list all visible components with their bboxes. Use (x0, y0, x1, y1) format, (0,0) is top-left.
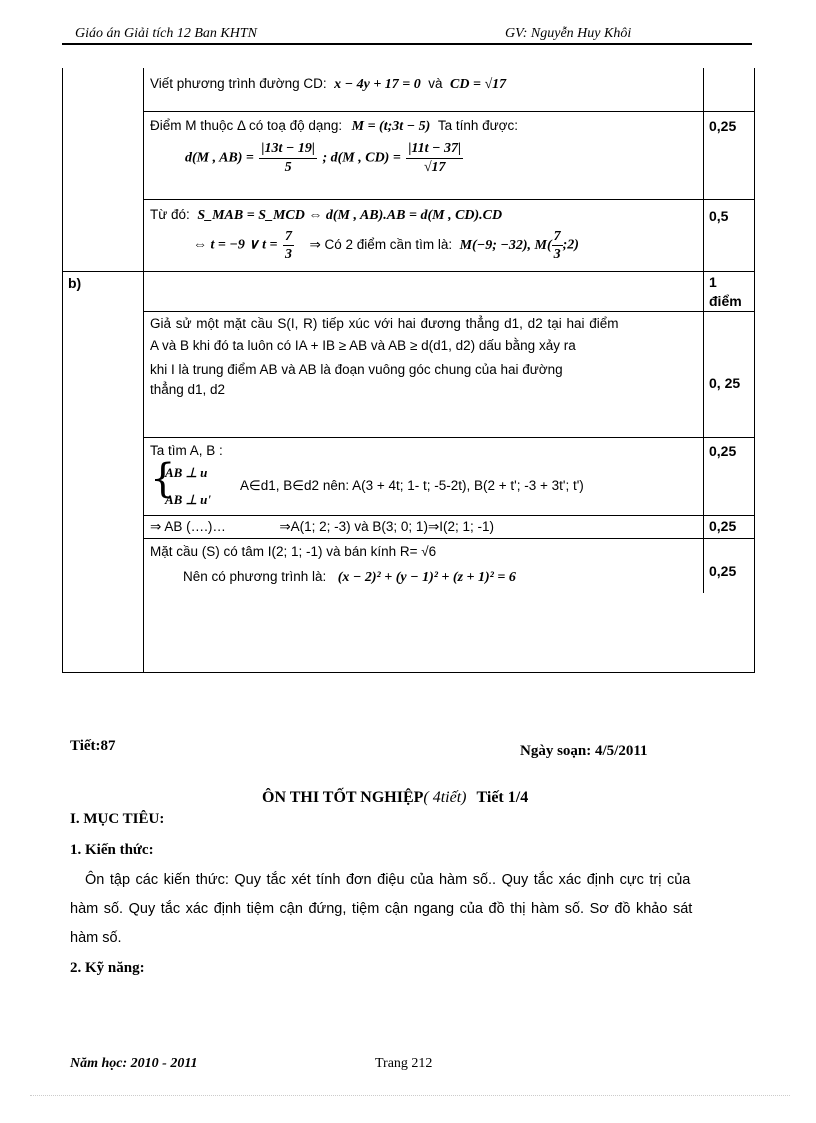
row2-m-form: M = (t;3t − 5) (351, 119, 431, 134)
p-den: 3 (553, 247, 561, 262)
part-b-label: b) (68, 275, 82, 291)
row2-text: Điểm M thuộc Δ có toạ độ dạng: (150, 118, 343, 133)
row3-t: ⇔ t = −9 ∨ t = (193, 237, 278, 253)
row1-eq: x − 4y + 17 = 0 (334, 77, 421, 92)
row6-content (150, 517, 494, 538)
header-rule (62, 43, 752, 45)
d1-num: |13t − 19| (259, 140, 317, 159)
d2-lhs: d(M , CD) = (330, 150, 401, 166)
knowledge-line-2: hàm số. Quy tắc xác định tiệm cận đứng, tiệm cận ngang của đồ thị hàm số. Sơ đồ khảo sát (70, 901, 693, 917)
row6-text-a: ⇒ AB (….)… (150, 519, 226, 534)
row1-text: Viết phương trình đường CD: (150, 76, 327, 91)
system-line-1: AB ⊥ u (165, 465, 208, 480)
title-main: ÔN THI TỐT NGHIỆP (262, 789, 424, 806)
row2-after: Ta tính được: (437, 118, 518, 133)
row5-score: 0,25 (709, 443, 737, 459)
row3-score: 0,5 (709, 208, 729, 224)
row2-score: 0,25 (709, 118, 737, 134)
system-brace: { (150, 456, 176, 502)
header-right: GV: Nguyễn Huy Khôi (505, 26, 632, 41)
row2-line1 (150, 116, 518, 137)
system-line-2: AB ⊥ u' (165, 492, 212, 507)
footer-year: Năm học: 2010 - 2011 (70, 1056, 198, 1071)
section-knowledge: 1. Kiến thức: (70, 842, 154, 858)
header-left: Giáo án Giải tích 12 Ban KHTN (75, 26, 258, 41)
title-tail: Tiết 1/4 (476, 789, 529, 806)
row7-score: 0,25 (709, 563, 737, 579)
d1-lhs: d(M , AB) = (185, 150, 254, 166)
t-num: 7 (284, 229, 292, 244)
row3-points-a: M(−9; −32), M( (459, 237, 552, 253)
row1-and: và (428, 76, 443, 91)
section-objectives: I. MỤC TIÊU: (70, 811, 165, 827)
page-bottom-dotted-line (30, 1095, 790, 1096)
row5-intro: Ta tìm A, B : (150, 443, 223, 458)
row6-text-b: ⇒A(1; 2; -3) và B(3; 0; 1)⇒I(2; 1; -1) (279, 519, 495, 534)
row4-line-1: Giả sử một mặt cầu S(I, R) tiếp xúc với hai đương thẳng d1, d2 tại hai điểm (150, 316, 619, 331)
row3-line2 (193, 228, 579, 263)
row4-line-3: khi I là trung điểm AB và AB là đoạn vuông góc chung của hai đường (150, 362, 563, 377)
d2-den: √17 (423, 160, 446, 175)
row7-line-1: Mặt cầu (S) có tâm I(2; 1; -1) và bán kính R= √6 (150, 544, 437, 559)
section-skills: 2. Kỹ năng: (70, 960, 145, 976)
footer-page: Trang 212 (375, 1056, 433, 1071)
sphere-equation: (x − 2)² + (y − 1)² + (z + 1)² = 6 (337, 570, 516, 585)
row7-lead: Nên có phương trình là: (183, 569, 327, 584)
row3-eq: S_MAB = S_MCD ⇔ d(M , AB).AB = d(M , CD).CD (197, 208, 503, 223)
p-num: 7 (553, 229, 561, 244)
row4-score: 0, 25 (709, 375, 741, 391)
t-den: 3 (284, 247, 292, 262)
lesson-title (262, 789, 528, 807)
row3-points-b: ;2) (562, 237, 579, 253)
row3-text: Từ đó: (150, 207, 190, 222)
d2-num: |11t − 37| (406, 140, 463, 159)
preparation-date: Ngày soạn: 4/5/2011 (520, 743, 648, 759)
d1-den: 5 (284, 160, 292, 175)
row3-line1 (150, 205, 502, 226)
row4-line-4: thẳng d1, d2 (150, 382, 226, 397)
row1-cd: CD = √17 (450, 77, 507, 92)
d-sep: ; (322, 150, 328, 166)
row6-score: 0,25 (709, 518, 737, 534)
row7-line-2 (183, 567, 516, 588)
row1-content (150, 74, 506, 95)
lesson-period: Tiết:87 (70, 738, 116, 754)
knowledge-line-3: hàm số. (70, 930, 122, 946)
row3-conclusion: ⇒ Có 2 điểm cần tìm là: (309, 236, 453, 252)
title-italic: ( 4tiết) (423, 789, 467, 806)
row5-rest: A∈d1, B∈d2 nên: A(3 + 4t; 1- t; -5-2t), B(2 + t'; -3 + 3t'; t') (240, 478, 584, 493)
part-b-score: 1 điểm (709, 274, 742, 309)
knowledge-line-1: Ôn tập các kiến thức: Quy tắc xét tính đơn điệu của hàm số.. Quy tắc xác định cực trị của (85, 872, 691, 888)
row2-line2 (185, 140, 465, 177)
row4-line-2: A và B khi đó ta luôn có IA + IB ≥ AB và AB ≥ d(d1, d2) dấu bằng xảy ra (150, 338, 576, 353)
